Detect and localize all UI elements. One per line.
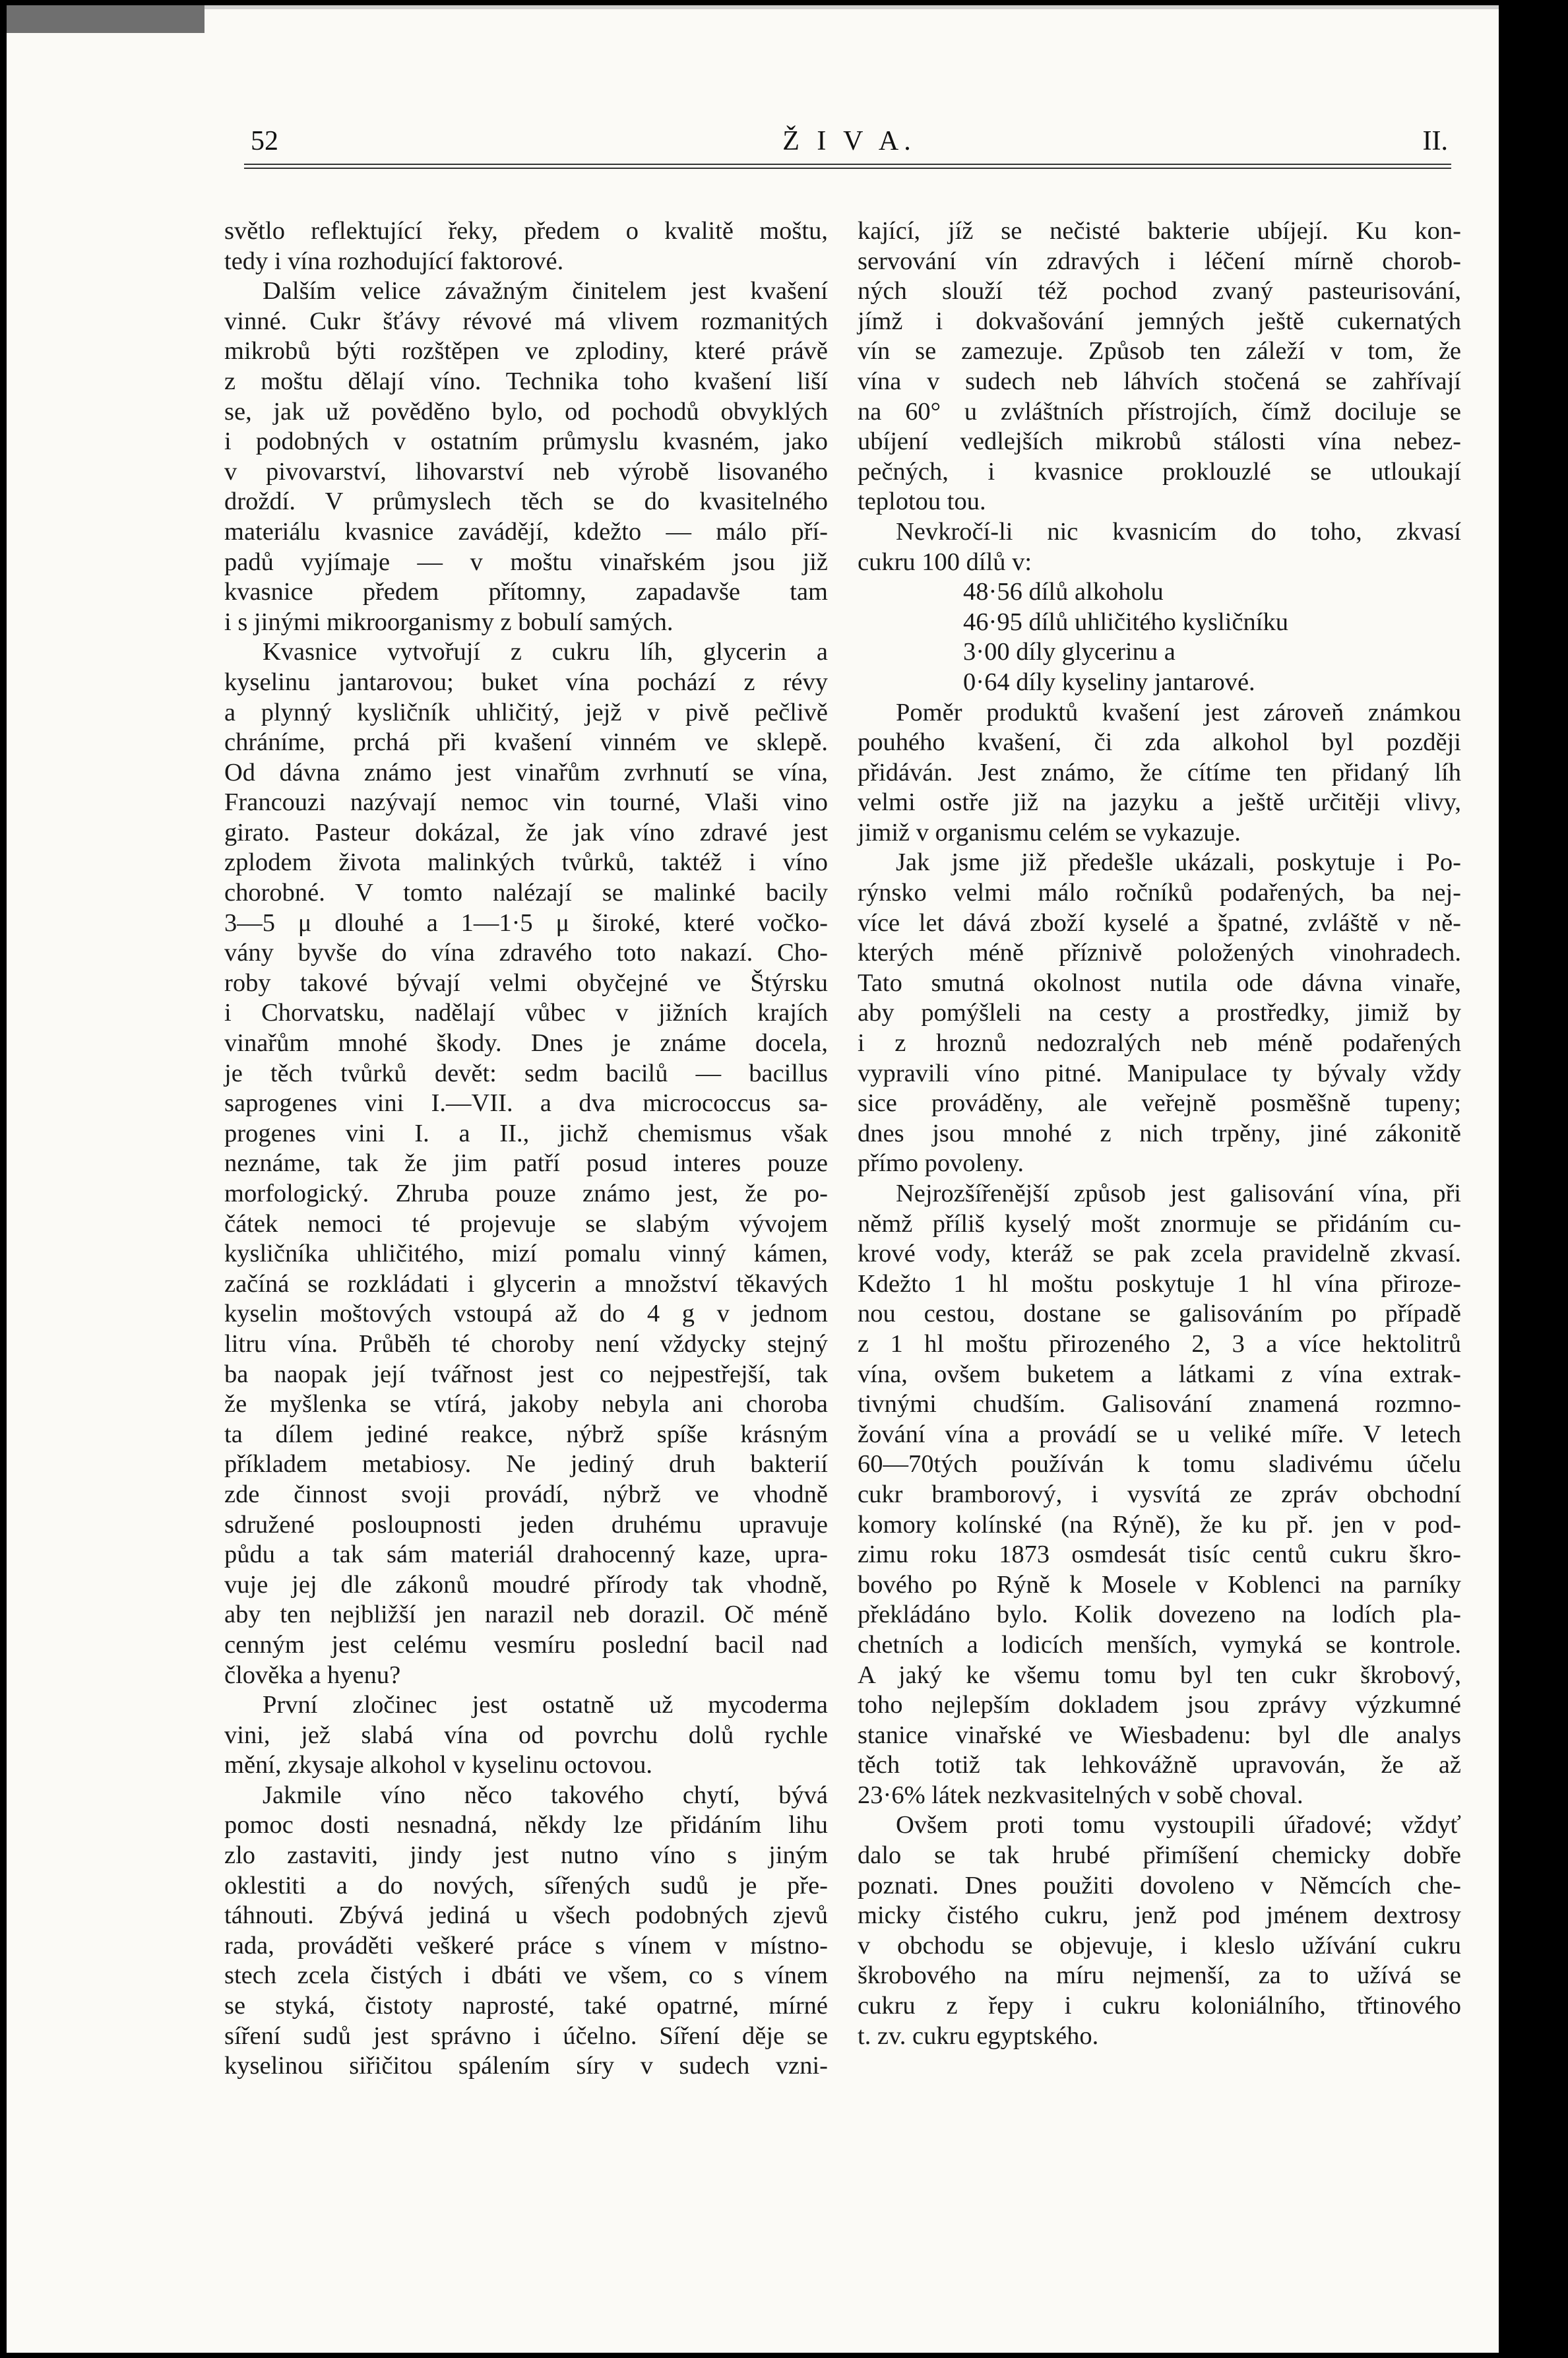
text-line: sice prováděny, ale veřejně posměšně tupeny; bbox=[858, 1089, 1461, 1118]
text-line: tivnými chudším. Galisování znamená rozmno- bbox=[858, 1390, 1461, 1418]
text-line: příkladem metabiosy. Ne jediný druh bakterií bbox=[224, 1450, 828, 1479]
page-number: 52 bbox=[251, 126, 278, 156]
text-line: táhnouti. Zbývá jediná u všech podobných zjevů bbox=[224, 1901, 828, 1930]
text-line: 48·56 dílů alkoholu bbox=[963, 578, 1164, 606]
text-line: i Chorvatsku, nadělají vůbec v jižních krajích bbox=[224, 999, 828, 1027]
text-line: začíná se rozkládati i glycerin a množství těkavých bbox=[224, 1269, 828, 1298]
text-line: litru vína. Průběh té choroby není vždycky stejný bbox=[224, 1329, 828, 1358]
text-line: z 1 hl moštu přirozeného 2, 3 a více hektolitrů bbox=[858, 1329, 1461, 1358]
text-line: cenným jest celému vesmíru poslední bacil nad bbox=[224, 1630, 828, 1659]
text-line: z moštu dělají víno. Technika toho kvašení liší bbox=[224, 367, 828, 395]
paper-edge bbox=[204, 5, 1499, 9]
text-line: servování vín zdravých i léčení mírně chorob- bbox=[858, 247, 1461, 275]
text-line: vinařům mnohé škody. Dnes je známe docela, bbox=[224, 1029, 828, 1058]
text-line: Francouzi nazývají nemoc vin tourné, Vlaši vino bbox=[224, 788, 828, 817]
text-line: nou cestou, dostane se galisováním po případě bbox=[858, 1300, 1461, 1328]
text-line: 0·64 díly kyseliny jantarové. bbox=[963, 668, 1255, 696]
text-line: aby pomýšleli na cesty a prostředky, jimiž by bbox=[858, 999, 1461, 1027]
text-line: cukru 100 dílů v: bbox=[858, 548, 1032, 576]
text-line: ta dílem jediné reakce, nýbrž spíše krásným bbox=[224, 1420, 828, 1448]
text-line: aby ten nejbližší jen narazil neb dorazil. Oč méně bbox=[224, 1601, 828, 1629]
text-line: zimu roku 1873 osmdesát tisíc centů cukru škro- bbox=[858, 1541, 1461, 1569]
text-line: Tato smutná okolnost nutila ode dávna vinaře, bbox=[858, 969, 1461, 997]
text-line: girato. Pasteur dokázal, že jak víno zdravé jest bbox=[224, 818, 828, 846]
text-line: pomoc dosti nesnadná, někdy lze přidáním lihu bbox=[224, 1811, 828, 1839]
text-line: kysličníka uhličitého, mizí pomalu vinný kámen, bbox=[224, 1240, 828, 1268]
text-line: 60—70tých používán k tomu sladivému účelu bbox=[858, 1450, 1461, 1479]
text-line: Nejrozšířenější způsob jest galisování vína, při bbox=[896, 1180, 1461, 1207]
text-line: dnes jsou mnohé z nich trpěny, jiné zákonitě bbox=[858, 1119, 1461, 1147]
text-line: půdu a tak sám materiál drahocenný kaze, upra- bbox=[224, 1541, 828, 1569]
text-line: i podobných v ostatním průmyslu kvasném, jako bbox=[224, 428, 828, 456]
text-line: síření sudů jest správno i účelno. Síření děje se bbox=[224, 2022, 828, 2050]
text-line: vinné. Cukr šťávy révové má vlivem rozmanitých bbox=[224, 307, 828, 335]
text-line: saprogenes vini I.—VII. a dva micrococcus sa- bbox=[224, 1089, 828, 1118]
text-line: člověka a hyenu? bbox=[224, 1661, 401, 1689]
text-line: vín se zamezuje. Způsob ten záleží v tom, že bbox=[858, 337, 1461, 366]
paper-scrap bbox=[7, 5, 204, 33]
text-line: droždí. V průmyslech těch se do kvasitelného bbox=[224, 488, 828, 516]
volume-number: II. bbox=[1422, 126, 1448, 156]
text-line: t. zv. cukru egyptského. bbox=[858, 2022, 1099, 2050]
text-line: kyselinou siřičitou spálením síry v sudech vzni- bbox=[224, 2052, 828, 2080]
text-line: kyselinu jantarovou; buket vína pochází z révy bbox=[224, 668, 828, 696]
text-line: roby takové bývají velmi obyčejné ve Štýrsku bbox=[224, 969, 828, 997]
text-line: 46·95 dílů uhličitého kysličníku bbox=[963, 608, 1288, 636]
text-line: i z hroznů nedozralých neb méně podařených bbox=[858, 1029, 1461, 1058]
text-line: stanice vinařské ve Wiesbadenu: byl dle analys bbox=[858, 1721, 1461, 1749]
text-line: se, jak už pověděno bylo, od pochodů obvyklých bbox=[224, 397, 828, 426]
text-line: cukru z řepy i cukru koloniálního, třtinového bbox=[858, 1992, 1461, 2020]
text-line: němž příliš kyselý mošt znormuje se přidáním cu- bbox=[858, 1209, 1461, 1238]
text-line: světlo reflektující řeky, předem o kvalitě moštu, bbox=[224, 217, 828, 245]
text-line: kyselin moštových vstoupá až do 4 g v jednom bbox=[224, 1300, 828, 1328]
text-line: kající, jíž se nečisté bakterie ubíjejí. Ku kon- bbox=[858, 217, 1461, 245]
text-line: Jak jsme již předešle ukázali, poskytuje i Po- bbox=[896, 848, 1461, 877]
text-line: přidáván. Jest známo, že cítíme ten přidaný líh bbox=[858, 758, 1461, 786]
text-line: ubíjení vedlejších mikrobů stálosti vína nebez- bbox=[858, 428, 1461, 456]
scan-border bbox=[1499, 5, 1568, 2353]
text-line: více let dává zboží kyselé a špatné, zvláště v ně- bbox=[858, 908, 1461, 937]
text-line: vína v sudech neb láhvích stočená se zahřívají bbox=[858, 367, 1461, 395]
text-line: vypravili víno pitné. Manipulace ty bývaly vždy bbox=[858, 1059, 1461, 1087]
text-line: morfologický. Zhruba pouze známo jest, že po- bbox=[224, 1180, 828, 1207]
text-line: 3—5 μ dlouhé a 1—1·5 μ široké, které vočko- bbox=[224, 908, 828, 937]
text-line: překládáno bylo. Kolik dovezeno na lodích pla- bbox=[858, 1601, 1461, 1629]
text-line: velmi ostře již na jazyku a ještě určitěji vlivy, bbox=[858, 788, 1461, 817]
journal-title: Ž I V A. bbox=[782, 126, 916, 156]
text-line: zplodem života malinkých tvůrků, taktéž i víno bbox=[224, 848, 828, 877]
text-line: sdružené posloupnosti jeden druhému upravuje bbox=[224, 1510, 828, 1539]
text-line: vuje jej dle zákonů moudré přírody tak vhodně, bbox=[224, 1570, 828, 1599]
text-line: Od dávna známo jest vinařům zvrhnutí se vína, bbox=[224, 758, 828, 786]
text-line: Jakmile víno něco takového chytí, bývá bbox=[263, 1781, 828, 1809]
text-line: pouhého kvašení, či zda alkohol byl později bbox=[858, 728, 1461, 757]
header-rule-top bbox=[244, 164, 1451, 165]
text-line: je těch tvůrků devět: sedm bacilů — bacillus bbox=[224, 1059, 828, 1087]
text-line: mikrobů býti rozštěpen ve zplodiny, které právě bbox=[224, 337, 828, 366]
text-line: čátek nemoci té projevuje se slabým vývojem bbox=[224, 1209, 828, 1238]
text-line: oklestiti a do nových, sířených sudů je pře- bbox=[224, 1871, 828, 1899]
text-line: vína, ovšem buketem a látkami z vína extrak- bbox=[858, 1360, 1461, 1388]
text-line: 3·00 díly glycerinu a bbox=[963, 638, 1176, 666]
scanned-page bbox=[7, 5, 1499, 2353]
text-line: krové vody, kteráž se pak zcela pravidelně zkvasí. bbox=[858, 1240, 1461, 1268]
text-line: 23·6% látek nezkvasitelných v sobě choval. bbox=[858, 1781, 1303, 1809]
text-line: že myšlenka se vtírá, jakoby nebyla ani choroba bbox=[224, 1390, 828, 1418]
text-line: padů vyjímaje — v moštu vinařském jsou již bbox=[224, 548, 828, 576]
text-line: pečných, i kvasnice proklouzlé se utloukají bbox=[858, 457, 1461, 486]
text-line: progenes vini I. a II., jichž chemismus však bbox=[224, 1119, 828, 1147]
text-line: na 60° u zvláštních přístrojích, čímž dociluje se bbox=[858, 397, 1461, 426]
text-line: Nevkročí-li nic kvasnicím do toho, zkvasí bbox=[896, 517, 1461, 546]
text-line: ba naopak její tvářnost jest co nejpestřejší, tak bbox=[224, 1360, 828, 1388]
text-line: vány byvše do vína zdravého toto nakazí. Cho- bbox=[224, 939, 828, 967]
text-line: A jaký ke všemu tomu byl ten cukr škrobový, bbox=[858, 1661, 1461, 1689]
text-line: micky čistého cukru, jenž pod jménem dextrosy bbox=[858, 1901, 1461, 1930]
text-line: a plynný kysličník uhličitý, jejž v pivě pečlivě bbox=[224, 698, 828, 726]
running-header bbox=[251, 125, 1448, 165]
header-rule-bottom bbox=[244, 168, 1451, 169]
text-line: ných slouží též pochod zvaný pasteurisování, bbox=[858, 277, 1461, 305]
text-line: toho nejlepším dokladem jsou zprávy výzkumné bbox=[858, 1691, 1461, 1719]
left-column bbox=[224, 216, 828, 2082]
text-line: bového po Rýně k Mosele v Koblenci na parníky bbox=[858, 1570, 1461, 1599]
text-line: Ovšem proti tomu vystoupili úřadové; vždyť bbox=[896, 1811, 1461, 1839]
text-line: První zločinec jest ostatně už mycoderma bbox=[263, 1691, 828, 1719]
text-line: kvasnice předem přítomny, zapadavše tam bbox=[224, 578, 828, 606]
text-line: cukr bramborový, i vysvítá ze zpráv obchodní bbox=[858, 1480, 1461, 1508]
text-line: chorobné. V tomto nalézají se malinké bacily bbox=[224, 879, 828, 907]
text-line: vini, jež slabá vína od povrchu dolů rychle bbox=[224, 1721, 828, 1749]
text-line: materiálu kvasnice zavádějí, kdežto — málo pří- bbox=[224, 517, 828, 546]
text-line: škrobového na míru nejmenší, za to užívá se bbox=[858, 1961, 1461, 1990]
text-line: chráníme, prchá při kvašení vinném ve sklepě. bbox=[224, 728, 828, 757]
text-line: tedy i vína rozhodující faktorové. bbox=[224, 247, 564, 275]
text-line: Kvasnice vytvořují z cukru líh, glycerin a bbox=[263, 638, 828, 666]
text-line: v obchodu se objevuje, i kleslo užívání cukru bbox=[858, 1931, 1461, 1960]
text-line: přímo povoleny. bbox=[858, 1149, 1024, 1178]
text-line: těch totiž tak lehkovážně upravován, že až bbox=[858, 1751, 1461, 1779]
text-line: i s jinými mikroorganismy z bobulí samých. bbox=[224, 608, 674, 636]
text-line: neznáme, tak že jim patří posud interes pouze bbox=[224, 1149, 828, 1178]
text-line: poznati. Dnes použiti dovoleno v Němcích che- bbox=[858, 1871, 1461, 1899]
text-line: jimiž v organismu celém se vykazuje. bbox=[858, 818, 1241, 846]
text-line: komory kolínské (na Rýně), že ku př. jen v pod- bbox=[858, 1510, 1461, 1539]
text-line: se styká, čistoty naprosté, také opatrné, mírné bbox=[224, 1992, 828, 2020]
text-line: rýnsko velmi málo ročníků podařených, ba nej- bbox=[858, 879, 1461, 907]
text-line: zlo zastaviti, jindy jest nutno víno s jiným bbox=[224, 1841, 828, 1870]
text-line: žování vína a provádí se u veliké míře. V letech bbox=[858, 1420, 1461, 1448]
text-line: jímž i dokvašování jemných ještě cukernatých bbox=[858, 307, 1461, 335]
right-column bbox=[858, 216, 1461, 2051]
text-line: rada, prováděti veškeré práce s vínem v místno- bbox=[224, 1931, 828, 1960]
text-line: dalo se tak hrubé přimíšení chemicky dobře bbox=[858, 1841, 1461, 1870]
text-line: Kdežto 1 hl moštu poskytuje 1 hl vína přiroze- bbox=[858, 1269, 1461, 1298]
text-line: zde činnost svoji provádí, nýbrž ve vhodně bbox=[224, 1480, 828, 1508]
text-line: kterých méně příznivě položených vinohradech. bbox=[858, 939, 1461, 967]
text-line: teplotou tou. bbox=[858, 488, 986, 516]
text-line: Dalším velice závažným činitelem jest kvašení bbox=[263, 277, 828, 305]
text-line: chetních a lodicích menších, vymyká se kontrole. bbox=[858, 1630, 1461, 1659]
text-line: v pivovarství, lihovarství neb výrobě lisovaného bbox=[224, 457, 828, 486]
text-line: mění, zkysaje alkohol v kyselinu octovou. bbox=[224, 1751, 653, 1779]
text-line: Poměr produktů kvašení jest zároveň známkou bbox=[896, 698, 1461, 726]
text-line: stech zcela čistých i dbáti ve všem, co s vínem bbox=[224, 1961, 828, 1990]
